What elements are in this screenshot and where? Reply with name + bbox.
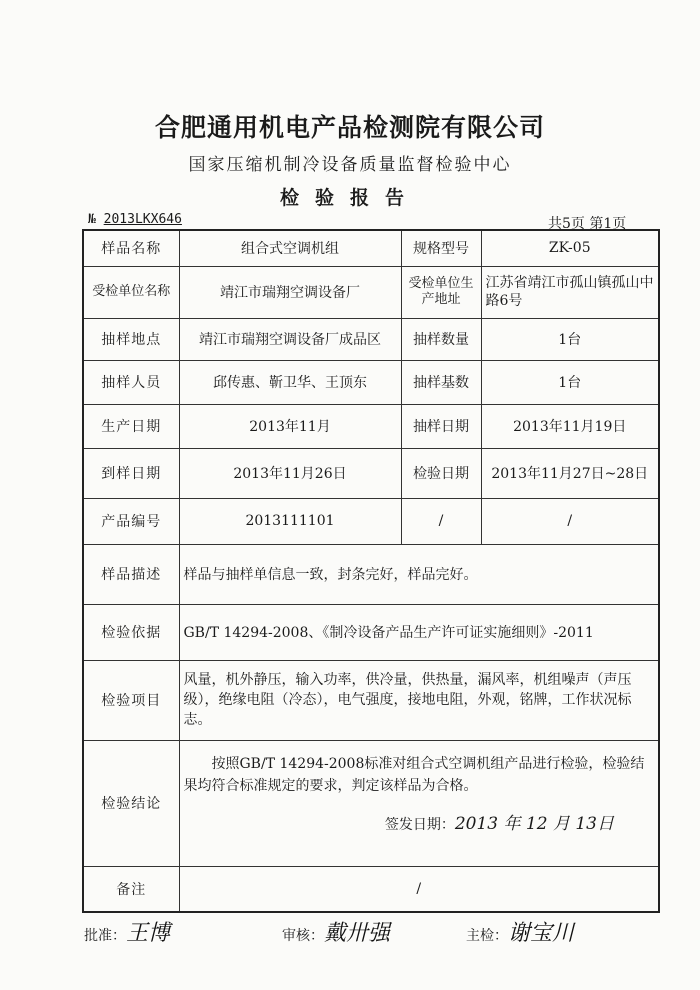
description-label: 样品描述	[83, 544, 179, 604]
table-row	[83, 318, 659, 360]
arrival-date-label: 到样日期	[83, 448, 179, 498]
model-label: 规格型号	[401, 230, 481, 266]
inspection-date-label: 检验日期	[401, 448, 481, 498]
model-value: ZK-05	[481, 230, 659, 266]
table-row	[83, 498, 659, 544]
examiner-signature-value: 谢宝川	[508, 921, 575, 946]
items-label: 检验项目	[83, 660, 179, 740]
conclusion-text: 按照GB/T 14294-2008标准对组合式空调机组产品进行检验，检验结果均符合标准规定的要求，判定该样品为合格。	[183, 755, 645, 794]
inspected-unit-value: 靖江市瑞翔空调设备厂	[179, 266, 401, 318]
table-row	[83, 404, 659, 448]
reviewer-label: 审核：	[282, 928, 324, 944]
sampler-value: 邱传惠、靳卫华、王顶东	[179, 360, 401, 404]
items-value: 风量，机外静压，输入功率，供冷量，供热量，漏风率，机组噪声（声压级），绝缘电阻（冷态），电气强度，接地电阻，外观，铭牌，工作状况标志。	[179, 660, 659, 740]
empty-value-slash: /	[481, 498, 659, 544]
sampling-qty-label: 抽样数量	[401, 318, 481, 360]
remarks-value: /	[179, 866, 659, 912]
sampler-label: 抽样人员	[83, 360, 179, 404]
sample-name-value: 组合式空调机组	[179, 230, 401, 266]
basis-value: GB/T 14294-2008、《制冷设备产品生产许可证实施细则》-2011	[179, 604, 659, 660]
sampling-place-value: 靖江市瑞翔空调设备厂成品区	[179, 318, 401, 360]
production-address-value: 江苏省靖江市孤山镇孤山中路6号	[481, 266, 659, 318]
table-row	[83, 448, 659, 498]
issue-date-line	[184, 809, 655, 834]
issue-date-value: 2013 年 12 月 13日	[454, 813, 614, 834]
table-row	[83, 230, 659, 266]
report-number	[88, 212, 182, 227]
description-value: 样品与抽样单信息一致，封条完好，样品完好。	[179, 544, 659, 604]
report-title: 检验报告	[279, 187, 420, 209]
approver-label: 批准：	[84, 928, 126, 944]
inspection-report-table	[82, 229, 660, 913]
center-name: 国家压缩机制冷设备质量监督检验中心	[188, 155, 512, 175]
production-date-value: 2013年11月	[179, 404, 401, 448]
inspected-unit-label: 受检单位名称	[83, 266, 179, 318]
conclusion-cell	[179, 740, 659, 866]
table-row	[83, 266, 659, 318]
sample-name-label: 样品名称	[83, 230, 179, 266]
table-row	[83, 740, 659, 866]
inspection-date-value: 2013年11月27日~28日	[481, 448, 659, 498]
sampling-date-value: 2013年11月19日	[481, 404, 659, 448]
sampling-place-label: 抽样地点	[83, 318, 179, 360]
report-number-value: 2013LKX646	[103, 212, 182, 227]
arrival-date-value: 2013年11月26日	[179, 448, 401, 498]
table-row	[83, 866, 659, 912]
production-address-label: 受检单位生产地址	[401, 266, 481, 318]
sampling-base-value: 1台	[481, 360, 659, 404]
empty-label-slash: /	[401, 498, 481, 544]
basis-label: 检验依据	[83, 604, 179, 660]
table-row	[83, 360, 659, 404]
table-row	[83, 604, 659, 660]
sampling-qty-value: 1台	[481, 318, 659, 360]
page-info: 共5页 第1页	[548, 216, 627, 232]
sampling-base-label: 抽样基数	[401, 360, 481, 404]
production-date-label: 生产日期	[83, 404, 179, 448]
table-row	[83, 544, 659, 604]
approver-signature	[84, 916, 170, 947]
product-no-value: 2013111101	[179, 498, 401, 544]
reviewer-signature	[282, 916, 390, 947]
organization-title: 合肥通用机电产品检测院有限公司	[154, 113, 545, 142]
examiner-label: 主检：	[466, 928, 508, 944]
table-row	[83, 660, 659, 740]
product-no-label: 产品编号	[83, 498, 179, 544]
approver-signature-value: 王博	[126, 921, 171, 946]
report-number-prefix: №	[88, 212, 96, 227]
sampling-date-label: 抽样日期	[401, 404, 481, 448]
reviewer-signature-value: 戴卅强	[324, 921, 391, 946]
examiner-signature	[466, 916, 574, 947]
issue-date-label: 签发日期：	[384, 816, 455, 833]
conclusion-label: 检验结论	[83, 740, 179, 866]
remarks-label: 备注	[83, 866, 179, 912]
